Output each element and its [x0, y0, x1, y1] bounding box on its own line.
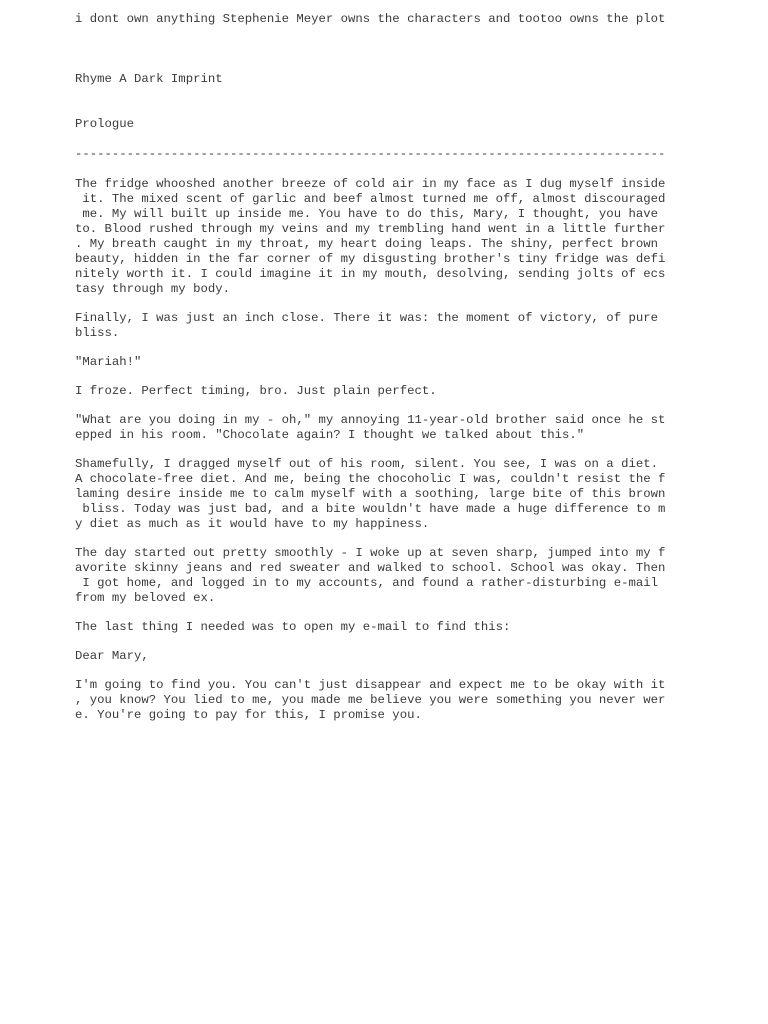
paragraph-line: nitely worth it. I could imagine it in my mouth, desolving, sending jolts of ecs: [75, 267, 666, 281]
paragraph: [75, 177, 705, 297]
paragraph-line: avorite skinny jeans and red sweater and walked to school. School was okay. Then: [75, 561, 666, 575]
document-page: [75, 12, 705, 723]
story-body: [75, 177, 705, 723]
paragraph: [75, 413, 705, 443]
paragraph-line: The last thing I needed was to open my e-mail to find this:: [75, 620, 511, 634]
paragraph-line: beauty, hidden in the far corner of my disgusting brother's tiny fridge was defi: [75, 252, 666, 266]
paragraph-line: me. My will built up inside me. You have to do this, Mary, I thought, you have: [75, 207, 658, 221]
paragraph-line: The fridge whooshed another breeze of cold air in my face as I dug myself inside: [75, 177, 666, 191]
paragraph: [75, 649, 705, 664]
paragraph-line: e. You're going to pay for this, I promise you.: [75, 708, 422, 722]
paragraph-line: A chocolate-free diet. And me, being the chocoholic I was, couldn't resist the f: [75, 472, 666, 486]
paragraph-line: y diet as much as it would have to my happiness.: [75, 517, 430, 531]
paragraph: [75, 355, 705, 370]
paragraph-line: I froze. Perfect timing, bro. Just plain perfect.: [75, 384, 437, 398]
paragraph-line: laming desire inside me to calm myself with a soothing, large bite of this brown: [75, 487, 666, 501]
paragraph-line: bliss.: [75, 326, 120, 340]
horizontal-rule: --------------------------------------------------------------------------------: [75, 147, 666, 161]
paragraph-line: "What are you doing in my - oh," my annoying 11-year-old brother said once he st: [75, 413, 666, 427]
paragraph-line: it. The mixed scent of garlic and beef almost turned me off, almost discouraged: [75, 192, 666, 206]
paragraph-line: Finally, I was just an inch close. There it was: the moment of victory, of pure: [75, 311, 658, 325]
paragraph: [75, 311, 705, 341]
paragraph-line: to. Blood rushed through my veins and my trembling hand went in a little further: [75, 222, 666, 236]
disclaimer-text: i dont own anything Stephenie Meyer owns the characters and tootoo owns the plot: [75, 12, 666, 26]
paragraph: [75, 620, 705, 635]
paragraph-line: . My breath caught in my throat, my heart doing leaps. The shiny, perfect brown: [75, 237, 658, 251]
paragraph-line: tasy through my body.: [75, 282, 230, 296]
paragraph: [75, 384, 705, 399]
paragraph-line: I'm going to find you. You can't just disappear and expect me to be okay with it: [75, 678, 666, 692]
paragraph-line: bliss. Today was just bad, and a bite wouldn't have made a huge difference to m: [75, 502, 666, 516]
paragraph-line: I got home, and logged in to my accounts, and found a rather-disturbing e-mail: [75, 576, 658, 590]
paragraph-line: The day started out pretty smoothly - I woke up at seven sharp, jumped into my f: [75, 546, 666, 560]
story-title: Rhyme A Dark Imprint: [75, 72, 223, 86]
paragraph: [75, 546, 705, 606]
paragraph-line: from my beloved ex.: [75, 591, 216, 605]
paragraph-line: "Mariah!": [75, 355, 142, 369]
paragraph-line: epped in his room. "Chocolate again? I thought we talked about this.": [75, 428, 585, 442]
paragraph: [75, 457, 705, 532]
section-heading: Prologue: [75, 117, 135, 131]
paragraph-line: , you know? You lied to me, you made me believe you were something you never wer: [75, 693, 666, 707]
paragraph: [75, 678, 705, 723]
paragraph-line: Dear Mary,: [75, 649, 149, 663]
paragraph-line: Shamefully, I dragged myself out of his room, silent. You see, I was on a diet.: [75, 457, 658, 471]
